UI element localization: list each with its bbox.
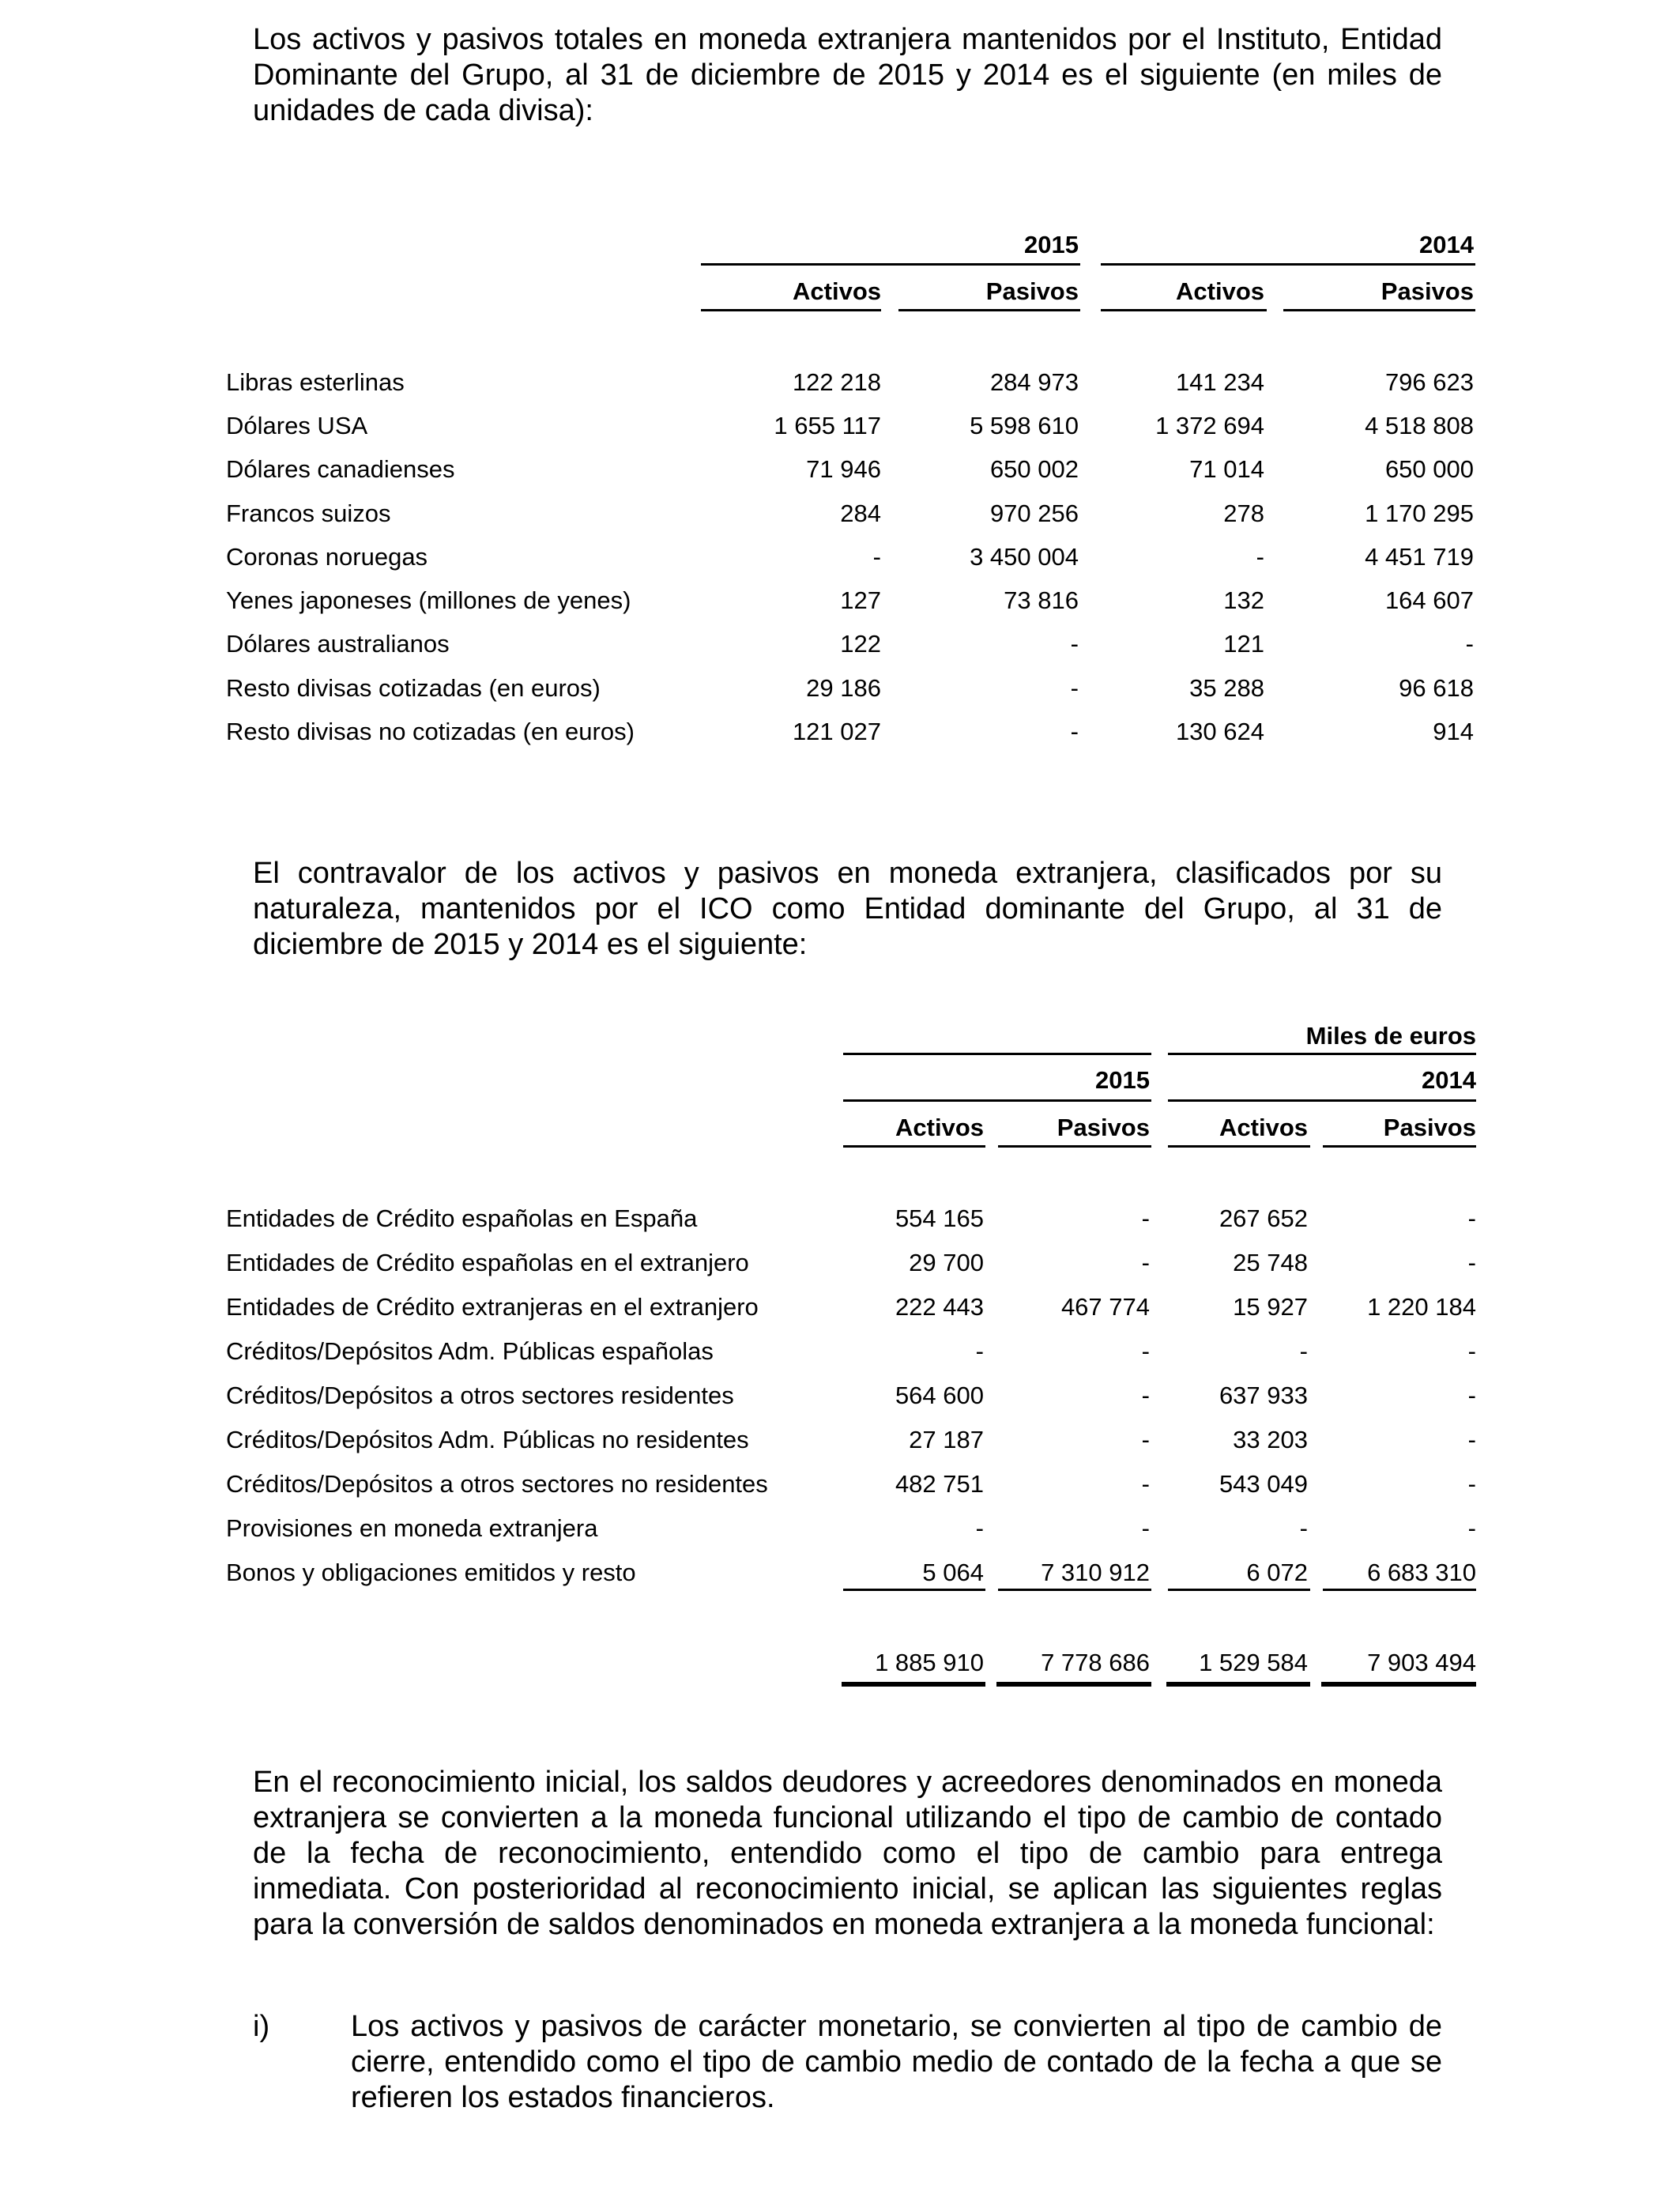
row-label: Coronas noruegas <box>226 543 428 571</box>
row-label: Créditos/Depósitos Adm. Públicas españolas <box>226 1337 714 1365</box>
cell-activos-2014: 6 072 <box>1246 1559 1308 1586</box>
cell-pasivos-2015: - <box>1141 1426 1150 1453</box>
cell-pasivos-2015: - <box>1141 1382 1150 1409</box>
cell-pasivos-2014: 796 623 <box>1384 368 1474 396</box>
list-item-text: Los activos y pasivos de carácter monetario, se convierten al tipo de cambio de cierre, entendido como el tipo de cambio medio de contado de la fecha a que se refieren los estados financieros. <box>351 2010 1442 2114</box>
table2-total-rule-activos-2015 <box>842 1682 985 1687</box>
cell-activos-2015: 564 600 <box>895 1382 984 1409</box>
cell-activos-2015: 122 <box>840 630 881 658</box>
row-label: Resto divisas cotizadas (en euros) <box>226 674 601 702</box>
cell-pasivos-2015: 970 256 <box>989 499 1079 527</box>
table2-year-2015: 2015 <box>1095 1066 1150 1094</box>
row-label: Provisiones en moneda extranjera <box>226 1514 598 1542</box>
table2-col-pasivos-2014: Pasivos <box>1383 1114 1476 1141</box>
list-marker: i) <box>253 2010 270 2043</box>
table2-subtotal-rule-pasivos-2015 <box>998 1589 1151 1591</box>
cell-pasivos-2014: 914 <box>1433 718 1474 745</box>
cell-pasivos-2014: 1 220 184 <box>1367 1293 1476 1321</box>
cell-pasivos-2015: - <box>1070 718 1079 745</box>
table2-rule-pasivos-2015 <box>998 1145 1151 1148</box>
table1-year-2015: 2015 <box>1024 231 1079 258</box>
cell-activos-2015: 222 443 <box>895 1293 984 1321</box>
cell-activos-2014: 267 652 <box>1219 1204 1308 1232</box>
table2-col-pasivos-2015: Pasivos <box>1057 1114 1150 1141</box>
table2-subtotal-rule-activos-2015 <box>843 1589 985 1591</box>
cell-activos-2014: 71 014 <box>1189 455 1264 483</box>
table1-col-pasivos-2015: Pasivos <box>985 277 1079 305</box>
table2-total-rule-pasivos-2014 <box>1321 1682 1476 1687</box>
cell-pasivos-2015: - <box>1141 1249 1150 1276</box>
cell-pasivos-2014: 96 618 <box>1399 674 1474 702</box>
cell-activos-2015: 5 064 <box>922 1559 984 1586</box>
intro-paragraph: Los activos y pasivos totales en moneda extranjera mantenidos por el Instituto, Entidad Dominante del Grupo, al 31 de diciembre de 2015 y 2014 es el siguiente (en miles de unidades de cada divisa): <box>253 23 1442 127</box>
cell-activos-2014: 1 372 694 <box>1155 412 1264 439</box>
table1-rule-pasivos-2014 <box>1283 309 1475 311</box>
row-label: Dólares australianos <box>226 630 450 658</box>
cell-activos-2015: 284 <box>840 499 881 527</box>
cell-pasivos-2015: - <box>1070 674 1079 702</box>
table1-col-activos-2014: Activos <box>1176 277 1264 305</box>
cell-pasivos-2015: - <box>1141 1337 1150 1365</box>
second-paragraph: El contravalor de los activos y pasivos en moneda extranjera, clasificados por su naturaleza, mantenidos por el ICO como Entidad dominante del Grupo, al 31 de diciembre de 2015 y 2014 es el siguiente: <box>253 857 1442 961</box>
cell-activos-2015: - <box>975 1337 984 1365</box>
row-label: Resto divisas no cotizadas (en euros) <box>226 718 635 745</box>
table2-rule-unit-2015 <box>843 1053 1151 1055</box>
total-activos-2014: 1 529 584 <box>1199 1649 1308 1676</box>
cell-pasivos-2015: 3 450 004 <box>970 543 1079 571</box>
cell-activos-2015: 127 <box>840 586 881 614</box>
cell-activos-2014: 35 288 <box>1189 674 1264 702</box>
cell-activos-2014: 132 <box>1223 586 1264 614</box>
cell-activos-2014: 278 <box>1223 499 1264 527</box>
cell-activos-2014: 130 624 <box>1175 718 1264 745</box>
total-pasivos-2014: 7 903 494 <box>1367 1649 1476 1676</box>
cell-pasivos-2014: - <box>1467 1426 1476 1453</box>
row-label: Entidades de Crédito españolas en el extranjero <box>226 1249 749 1276</box>
table2-rule-2015 <box>843 1099 1151 1102</box>
cell-pasivos-2015: 7 310 912 <box>1041 1559 1150 1586</box>
table1-rule-activos-2015 <box>701 309 881 311</box>
cell-activos-2015: 27 187 <box>909 1426 984 1453</box>
table2-rule-2014 <box>1168 1099 1476 1102</box>
row-label: Créditos/Depósitos a otros sectores residentes <box>226 1382 734 1409</box>
cell-activos-2015: - <box>872 543 881 571</box>
cell-activos-2014: 33 203 <box>1233 1426 1308 1453</box>
table1-rule-2014 <box>1101 263 1475 266</box>
cell-activos-2015: 71 946 <box>806 455 881 483</box>
cell-activos-2014: - <box>1256 543 1264 571</box>
cell-pasivos-2015: - <box>1070 630 1079 658</box>
table2-subtotal-rule-activos-2014 <box>1168 1589 1310 1591</box>
cell-activos-2015: 29 186 <box>806 674 881 702</box>
row-label: Dólares USA <box>226 412 368 439</box>
table2-total-rule-activos-2014 <box>1166 1682 1310 1687</box>
row-label: Entidades de Crédito españolas en España <box>226 1204 698 1232</box>
cell-activos-2014: 543 049 <box>1219 1470 1308 1498</box>
row-label: Libras esterlinas <box>226 368 405 396</box>
cell-pasivos-2014: 4 518 808 <box>1365 412 1474 439</box>
cell-pasivos-2014: - <box>1467 1337 1476 1365</box>
table1-rule-activos-2014 <box>1101 309 1267 311</box>
cell-activos-2015: - <box>975 1514 984 1542</box>
cell-pasivos-2014: 650 000 <box>1384 455 1474 483</box>
cell-pasivos-2014: 1 170 295 <box>1365 499 1474 527</box>
row-label: Bonos y obligaciones emitidos y resto <box>226 1559 636 1586</box>
table2-rule-activos-2015 <box>843 1145 985 1148</box>
table2-total-rule-pasivos-2015 <box>996 1682 1151 1687</box>
row-label: Créditos/Depósitos Adm. Públicas no residentes <box>226 1426 749 1453</box>
cell-pasivos-2015: 467 774 <box>1060 1293 1150 1321</box>
cell-pasivos-2015: 650 002 <box>989 455 1079 483</box>
total-pasivos-2015: 7 778 686 <box>1041 1649 1150 1676</box>
cell-activos-2015: 1 655 117 <box>774 412 881 439</box>
table2-rule-activos-2014 <box>1168 1145 1310 1148</box>
row-label: Yenes japoneses (millones de yenes) <box>226 586 631 614</box>
cell-activos-2014: 637 933 <box>1219 1382 1308 1409</box>
table2-year-2014: 2014 <box>1422 1066 1476 1094</box>
table2-subtotal-rule-pasivos-2014 <box>1323 1589 1476 1591</box>
cell-activos-2014: - <box>1299 1337 1308 1365</box>
row-label: Dólares canadienses <box>226 455 455 483</box>
cell-pasivos-2015: 5 598 610 <box>970 412 1079 439</box>
row-label: Francos suizos <box>226 499 391 527</box>
table2-rule-pasivos-2014 <box>1323 1145 1476 1148</box>
cell-pasivos-2014: - <box>1465 630 1474 658</box>
cell-pasivos-2015: 73 816 <box>1004 586 1079 614</box>
table2-col-activos-2014: Activos <box>1219 1114 1308 1141</box>
table2-col-activos-2015: Activos <box>895 1114 984 1141</box>
cell-pasivos-2014: - <box>1467 1470 1476 1498</box>
table1-col-pasivos-2014: Pasivos <box>1381 277 1474 305</box>
cell-activos-2014: 25 748 <box>1233 1249 1308 1276</box>
cell-pasivos-2015: 284 973 <box>989 368 1079 396</box>
table2-rule-unit-2014 <box>1168 1053 1476 1055</box>
cell-activos-2014: 15 927 <box>1233 1293 1308 1321</box>
table1-col-activos-2015: Activos <box>793 277 881 305</box>
cell-activos-2015: 554 165 <box>895 1204 984 1232</box>
cell-activos-2014: 141 234 <box>1175 368 1264 396</box>
cell-pasivos-2014: 164 607 <box>1384 586 1474 614</box>
cell-activos-2015: 29 700 <box>909 1249 984 1276</box>
cell-pasivos-2015: - <box>1141 1514 1150 1542</box>
row-label: Créditos/Depósitos a otros sectores no residentes <box>226 1470 768 1498</box>
cell-activos-2015: 482 751 <box>895 1470 984 1498</box>
total-activos-2015: 1 885 910 <box>875 1649 984 1676</box>
cell-activos-2015: 122 218 <box>792 368 881 396</box>
table1-rule-2015 <box>701 263 1080 266</box>
cell-pasivos-2014: - <box>1467 1514 1476 1542</box>
table1-year-2014: 2014 <box>1419 231 1474 258</box>
table2-unit-label: Miles de euros <box>1305 1022 1476 1050</box>
table1-rule-pasivos-2015 <box>898 309 1080 311</box>
row-label: Entidades de Crédito extranjeras en el extranjero <box>226 1293 759 1321</box>
cell-activos-2015: 121 027 <box>792 718 881 745</box>
cell-activos-2014: - <box>1299 1514 1308 1542</box>
cell-pasivos-2014: - <box>1467 1382 1476 1409</box>
cell-activos-2014: 121 <box>1223 630 1264 658</box>
cell-pasivos-2015: - <box>1141 1204 1150 1232</box>
cell-pasivos-2015: - <box>1141 1470 1150 1498</box>
cell-pasivos-2014: - <box>1467 1249 1476 1276</box>
cell-pasivos-2014: - <box>1467 1204 1476 1232</box>
cell-pasivos-2014: 6 683 310 <box>1367 1559 1476 1586</box>
cell-pasivos-2014: 4 451 719 <box>1365 543 1474 571</box>
third-paragraph: En el reconocimiento inicial, los saldos deudores y acreedores denominados en moneda extranjera se convierten a la moneda funcional utilizando el tipo de cambio de contado de la fecha de reconocimiento, entendido como el tipo de cambio para entrega inmediata. Con posterioridad al reconocimiento inicial, se aplican las siguientes reglas para la conversión de saldos denominados en moneda extranjera a la moneda funcional: <box>253 1766 1442 1941</box>
